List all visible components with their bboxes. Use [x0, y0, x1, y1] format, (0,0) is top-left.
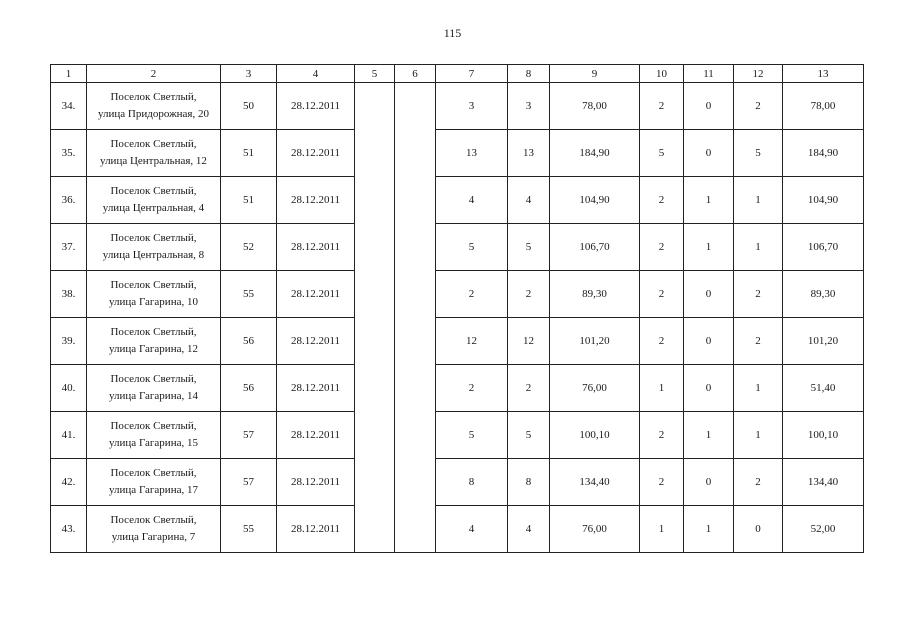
col3-cell: 50	[221, 83, 277, 130]
col11-cell: 1	[684, 177, 734, 224]
column-header: 3	[221, 65, 277, 83]
empty-cell	[355, 318, 395, 365]
date-cell: 28.12.2011	[277, 130, 355, 177]
address-line-2: улица Гагарина, 15	[109, 437, 198, 449]
col3-cell: 51	[221, 130, 277, 177]
col10-cell: 5	[640, 130, 684, 177]
column-header: 1	[51, 65, 87, 83]
address-line-1: Поселок Светлый,	[110, 467, 197, 479]
col11-cell: 0	[684, 318, 734, 365]
column-header: 9	[550, 65, 640, 83]
empty-cell	[355, 83, 395, 130]
col8-cell: 4	[508, 177, 550, 224]
address-cell	[87, 224, 221, 271]
empty-cell	[355, 506, 395, 553]
housing-table	[50, 64, 864, 553]
empty-cell	[395, 459, 436, 506]
col12-cell: 1	[734, 177, 783, 224]
area-cell: 134,40	[550, 459, 640, 506]
col12-cell: 2	[734, 271, 783, 318]
empty-cell	[355, 224, 395, 271]
empty-cell	[355, 177, 395, 224]
col7-cell: 3	[436, 83, 508, 130]
row-number-cell: 34.	[51, 83, 87, 130]
address-cell	[87, 130, 221, 177]
table-row	[51, 83, 864, 130]
row-number-cell: 39.	[51, 318, 87, 365]
col3-cell: 55	[221, 271, 277, 318]
date-cell: 28.12.2011	[277, 459, 355, 506]
col12-cell: 1	[734, 412, 783, 459]
col7-cell: 4	[436, 177, 508, 224]
col11-cell: 0	[684, 459, 734, 506]
column-header: 12	[734, 65, 783, 83]
address-line-1: Поселок Светлый,	[110, 138, 197, 150]
table-row	[51, 365, 864, 412]
area-cell: 89,30	[550, 271, 640, 318]
address-cell	[87, 83, 221, 130]
column-header: 7	[436, 65, 508, 83]
col13-cell: 89,30	[783, 271, 864, 318]
column-header: 11	[684, 65, 734, 83]
empty-cell	[355, 130, 395, 177]
col13-cell: 52,00	[783, 506, 864, 553]
col8-cell: 13	[508, 130, 550, 177]
date-cell: 28.12.2011	[277, 271, 355, 318]
col7-cell: 5	[436, 412, 508, 459]
empty-cell	[355, 271, 395, 318]
empty-cell	[355, 365, 395, 412]
address-line-2: улица Гагарина, 7	[111, 531, 196, 543]
col8-cell: 5	[508, 224, 550, 271]
col10-cell: 2	[640, 224, 684, 271]
col12-cell: 1	[734, 224, 783, 271]
empty-cell	[395, 365, 436, 412]
area-cell: 101,20	[550, 318, 640, 365]
col11-cell: 1	[684, 412, 734, 459]
row-number-cell: 35.	[51, 130, 87, 177]
column-header: 5	[355, 65, 395, 83]
address-cell	[87, 412, 221, 459]
address-line-2: улица Центральная, 8	[102, 249, 205, 261]
col7-cell: 8	[436, 459, 508, 506]
col10-cell: 1	[640, 365, 684, 412]
col13-cell: 78,00	[783, 83, 864, 130]
date-cell: 28.12.2011	[277, 365, 355, 412]
col3-cell: 52	[221, 224, 277, 271]
col13-cell: 184,90	[783, 130, 864, 177]
col10-cell: 2	[640, 318, 684, 365]
empty-cell	[355, 459, 395, 506]
area-cell: 76,00	[550, 365, 640, 412]
area-cell: 184,90	[550, 130, 640, 177]
area-cell: 78,00	[550, 83, 640, 130]
address-line-2: улица Гагарина, 17	[109, 484, 198, 496]
col7-cell: 2	[436, 365, 508, 412]
row-number-cell: 37.	[51, 224, 87, 271]
address-line-2: улица Придорожная, 20	[98, 108, 209, 120]
column-header: 2	[87, 65, 221, 83]
col11-cell: 0	[684, 130, 734, 177]
col8-cell: 12	[508, 318, 550, 365]
col3-cell: 57	[221, 412, 277, 459]
col10-cell: 2	[640, 459, 684, 506]
area-cell: 106,70	[550, 224, 640, 271]
col3-cell: 55	[221, 506, 277, 553]
table-row	[51, 412, 864, 459]
col13-cell: 101,20	[783, 318, 864, 365]
column-header: 6	[395, 65, 436, 83]
col13-cell: 106,70	[783, 224, 864, 271]
column-header: 10	[640, 65, 684, 83]
empty-cell	[355, 412, 395, 459]
table-row	[51, 177, 864, 224]
date-cell: 28.12.2011	[277, 412, 355, 459]
row-number-cell: 36.	[51, 177, 87, 224]
col7-cell: 4	[436, 506, 508, 553]
col12-cell: 2	[734, 318, 783, 365]
address-cell	[87, 459, 221, 506]
col11-cell: 0	[684, 365, 734, 412]
col8-cell: 4	[508, 506, 550, 553]
header-row	[51, 65, 864, 83]
date-cell: 28.12.2011	[277, 318, 355, 365]
row-number-cell: 38.	[51, 271, 87, 318]
col13-cell: 134,40	[783, 459, 864, 506]
col12-cell: 2	[734, 459, 783, 506]
empty-cell	[395, 271, 436, 318]
col10-cell: 2	[640, 412, 684, 459]
area-cell: 104,90	[550, 177, 640, 224]
date-cell: 28.12.2011	[277, 506, 355, 553]
col8-cell: 3	[508, 83, 550, 130]
col10-cell: 2	[640, 83, 684, 130]
empty-cell	[395, 83, 436, 130]
area-cell: 76,00	[550, 506, 640, 553]
table-row	[51, 130, 864, 177]
row-number-cell: 42.	[51, 459, 87, 506]
address-line-1: Поселок Светлый,	[110, 373, 197, 385]
column-header: 4	[277, 65, 355, 83]
col11-cell: 1	[684, 506, 734, 553]
address-cell	[87, 318, 221, 365]
col8-cell: 2	[508, 271, 550, 318]
empty-cell	[395, 412, 436, 459]
address-line-2: улица Центральная, 4	[102, 202, 205, 214]
address-line-1: Поселок Светлый,	[110, 232, 197, 244]
table-row	[51, 506, 864, 553]
address-line-2: улица Гагарина, 14	[109, 390, 198, 402]
col12-cell: 1	[734, 365, 783, 412]
table-row	[51, 224, 864, 271]
address-line-1: Поселок Светлый,	[110, 279, 197, 291]
col7-cell: 2	[436, 271, 508, 318]
col7-cell: 5	[436, 224, 508, 271]
column-header: 13	[783, 65, 864, 83]
col11-cell: 1	[684, 224, 734, 271]
col11-cell: 0	[684, 271, 734, 318]
address-line-2: улица Гагарина, 10	[109, 296, 198, 308]
area-cell: 100,10	[550, 412, 640, 459]
col12-cell: 5	[734, 130, 783, 177]
col13-cell: 104,90	[783, 177, 864, 224]
date-cell: 28.12.2011	[277, 177, 355, 224]
col3-cell: 51	[221, 177, 277, 224]
address-line-2: улица Гагарина, 12	[109, 343, 198, 355]
col8-cell: 2	[508, 365, 550, 412]
address-cell	[87, 271, 221, 318]
col8-cell: 8	[508, 459, 550, 506]
row-number-cell: 40.	[51, 365, 87, 412]
address-line-1: Поселок Светлый,	[110, 91, 197, 103]
table-body	[51, 83, 864, 553]
table-row	[51, 459, 864, 506]
empty-cell	[395, 318, 436, 365]
address-cell	[87, 177, 221, 224]
col8-cell: 5	[508, 412, 550, 459]
col10-cell: 2	[640, 177, 684, 224]
address-line-1: Поселок Светлый,	[110, 514, 197, 526]
empty-cell	[395, 177, 436, 224]
table-row	[51, 271, 864, 318]
address-line-1: Поселок Светлый,	[110, 326, 197, 338]
address-line-2: улица Центральная, 12	[100, 155, 207, 167]
row-number-cell: 43.	[51, 506, 87, 553]
address-cell	[87, 365, 221, 412]
col3-cell: 57	[221, 459, 277, 506]
col11-cell: 0	[684, 83, 734, 130]
address-cell	[87, 506, 221, 553]
address-line-1: Поселок Светлый,	[110, 185, 197, 197]
empty-cell	[395, 130, 436, 177]
col3-cell: 56	[221, 365, 277, 412]
address-line-1: Поселок Светлый,	[110, 420, 197, 432]
col13-cell: 100,10	[783, 412, 864, 459]
empty-cell	[395, 224, 436, 271]
col7-cell: 13	[436, 130, 508, 177]
col12-cell: 2	[734, 83, 783, 130]
date-cell: 28.12.2011	[277, 224, 355, 271]
row-number-cell: 41.	[51, 412, 87, 459]
col7-cell: 12	[436, 318, 508, 365]
col10-cell: 2	[640, 271, 684, 318]
page-number: 115	[443, 26, 462, 40]
col13-cell: 51,40	[783, 365, 864, 412]
col3-cell: 56	[221, 318, 277, 365]
col10-cell: 1	[640, 506, 684, 553]
column-header: 8	[508, 65, 550, 83]
col12-cell: 0	[734, 506, 783, 553]
date-cell: 28.12.2011	[277, 83, 355, 130]
empty-cell	[395, 506, 436, 553]
table-row	[51, 318, 864, 365]
